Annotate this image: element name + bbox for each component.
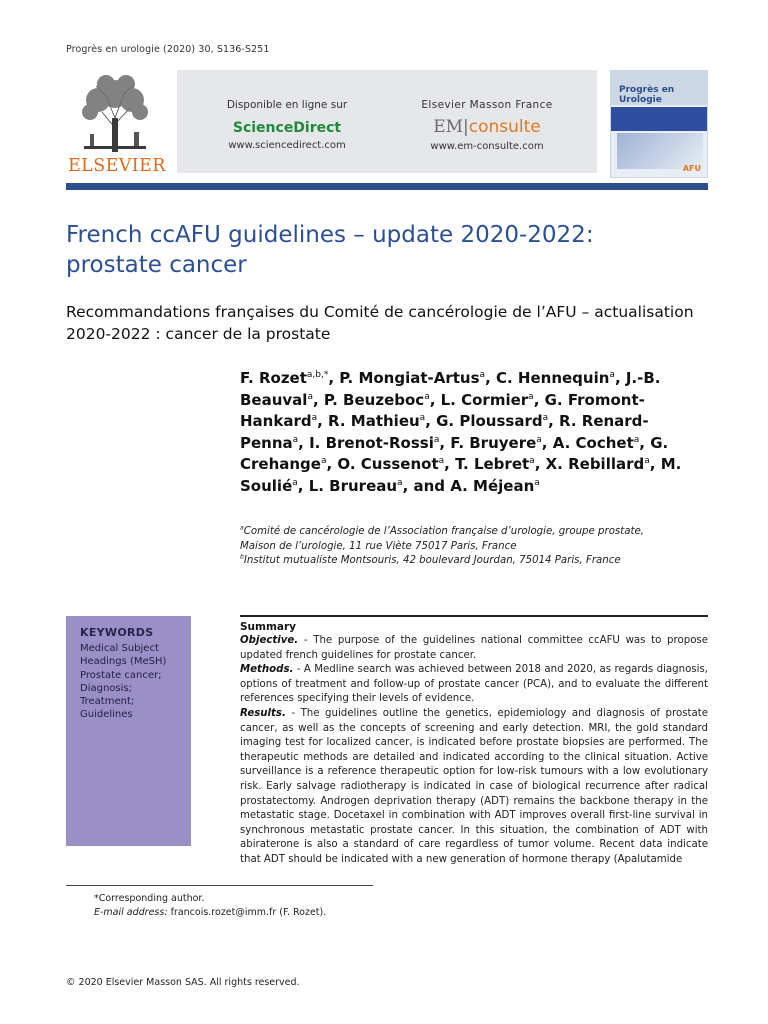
affiliation-a-cont: Maison de l’urologie, 11 rue Viète 75017 Paris, France: [240, 540, 517, 552]
author-affiliation-marker: a: [529, 456, 535, 466]
author-separator: ,: [639, 433, 651, 452]
summary-heading: Summary: [240, 621, 297, 633]
affiliation-marker: a: [240, 524, 244, 532]
author-separator: ,: [534, 455, 546, 473]
results-label: Results.: [240, 707, 286, 719]
author-separator: ,: [444, 455, 456, 473]
author: [450, 434, 552, 452]
author-name: T. Lebret: [455, 455, 530, 473]
author-separator: ,: [429, 390, 441, 409]
author-name: A. Cochet: [552, 433, 634, 452]
keyword-line: Treatment;: [80, 696, 135, 708]
author: [546, 455, 661, 473]
author-affiliation-marker: a: [419, 413, 426, 423]
affiliation-text: Institut mutualiste Montsouris, 42 boulevard Jourdan, 75014 Paris, France: [243, 555, 621, 566]
author-affiliation-marker: a: [644, 456, 650, 466]
journal-cover-thumbnail: [610, 70, 708, 178]
subtitle-line: 2020-2022 : cancer de la prostate: [66, 325, 331, 343]
author-name: C. Hennequin: [495, 369, 610, 387]
author-name: L. Brureau: [308, 476, 398, 495]
author-affiliation-marker: a: [433, 434, 440, 445]
author-affiliation-marker: a: [397, 477, 403, 488]
author-separator: ,: [614, 369, 626, 387]
author-affiliation-marker: a: [633, 434, 640, 445]
subtitle-line: Recommandations françaises du Comité de cancérologie de l’AFU – actualisation: [66, 303, 694, 321]
elsevier-logo: [66, 70, 164, 178]
author-affiliation-marker: a,b,*: [306, 370, 329, 380]
author-name: G. Crehange: [240, 433, 669, 473]
author-affiliation-marker: a: [479, 370, 486, 380]
author: [324, 391, 441, 409]
affiliation-text: Comité de cancérologie de l’Association française d’urologie, groupe prostate,: [243, 526, 644, 537]
author-name: X. Rebillard: [545, 455, 645, 473]
author-name: F. Rozet: [240, 369, 307, 387]
journal-reference: Progrès en urologie (2020) 30, S136-S251: [66, 44, 270, 55]
author-name: P. Mongiat-Artus: [339, 369, 480, 387]
author-separator: ,: [317, 412, 329, 430]
author-name: L. Cormier: [440, 390, 529, 409]
article-title: [66, 220, 706, 280]
results-text: - The guidelines outline the genetics, epidemiology and diagnosis of prostate cancer, as well as the concepts of screening and early detection. MRI, the gold standard imaging test for localized cancer, is indicated before prostate biopsies are performed. The therapeutic methods are detailed and indicated according to the clinical situation. Active surveillance is a reference therapeutic option for low-risk tumours with a low evolutionary risk. Early salvage radiotherapy is indicated in case of biological recurrence after radical prostatectomy. Androgen deprivation therapy (ADT) remains the backbone therapy in the metastatic stage. Docetaxel in combination with ADT improves overall first-line survival in synchronous metastatic prostate cancer. In this situation, the combination of ADT with abiraterone is also a standard of care regardless of tumor volume. Recent data indicate that ADT should be indicated with a new generation of hormone therapy (Apalutamide: [240, 707, 708, 865]
emconsulte-block: [377, 70, 597, 173]
author: [496, 369, 626, 387]
author-affiliation-marker: a: [609, 370, 615, 380]
author: [441, 391, 545, 409]
author-separator: ,: [312, 390, 324, 409]
author-separator: ,: [548, 412, 560, 430]
cover-afu-badge: AFU: [682, 164, 701, 173]
author-separator: ,: [485, 369, 496, 387]
article-subtitle: [66, 301, 716, 345]
author-separator: ,: [297, 476, 309, 495]
keyword-line: Diagnosis;: [80, 682, 132, 694]
author-affiliation-marker: a: [424, 391, 430, 402]
author-separator: ,: [425, 412, 437, 430]
footnote-divider: [66, 885, 373, 886]
keywords-title: KEYWORDS: [80, 626, 154, 639]
author-name: M. Soulié: [240, 455, 682, 495]
author: [328, 412, 436, 430]
author-list: [240, 368, 710, 497]
elsevier-wordmark: ELSEVIER: [68, 156, 166, 176]
author-name: G. Ploussard: [436, 412, 543, 430]
author-affiliation-marker: a: [534, 477, 540, 488]
corresponding-author-note: *Corresponding author.: [94, 893, 205, 904]
author-affiliation-marker: a: [438, 456, 445, 466]
affiliation-a: [240, 525, 710, 540]
objective-label: Objective.: [240, 635, 299, 646]
keyword-line: Headings (MeSH): [80, 656, 167, 668]
summary-body: [240, 634, 708, 868]
methods-text: - A Medline search was achieved between 2018 and 2020, as regards diagnosis, options of treatment and follow-up of prostate cancer (PCA), and to evaluate the different references specifying their levels of evidence.: [240, 664, 708, 705]
author-name: I. Brenot-Rossi: [309, 433, 434, 452]
emconsulte-url[interactable]: www.em-consulte.com: [430, 141, 544, 152]
author: [553, 434, 650, 452]
sciencedirect-url[interactable]: www.sciencedirect.com: [228, 140, 346, 151]
email-label: E-mail address:: [94, 907, 168, 918]
author-separator: ,: [533, 390, 545, 409]
author: [309, 434, 450, 452]
author-separator: ,: [328, 369, 340, 387]
keyword-line: Guidelines: [80, 709, 133, 721]
em-mark: EM: [433, 117, 464, 137]
author-affiliation-marker: a: [311, 413, 318, 423]
objective-text: - The purpose of the guidelines national committee ccAFU was to propose updated french guidelines for prostate cancer.: [240, 635, 708, 661]
cover-title: [619, 85, 674, 105]
author-separator: ,: [541, 433, 553, 452]
author-name: R. Mathieu: [328, 412, 420, 430]
author-affiliation-marker: a: [292, 434, 299, 445]
affiliation-b: [240, 554, 710, 569]
author-separator: ,: [649, 455, 661, 473]
available-online-label: Disponible en ligne sur: [226, 99, 348, 111]
author: [450, 477, 540, 495]
cover-title-line: Progrès en: [619, 85, 675, 95]
copyright-notice: © 2020 Elsevier Masson SAS. All rights reserved.: [66, 977, 300, 988]
summary-divider: [240, 615, 708, 617]
author-affiliation-marker: a: [536, 434, 542, 445]
author: [436, 412, 559, 430]
elsevier-tree-icon: [76, 72, 154, 154]
cover-title-line: Urologie: [619, 95, 662, 105]
author-separator: ,: [298, 433, 310, 452]
author: [309, 477, 451, 495]
author-name: F. Bruyere: [450, 433, 537, 452]
keyword-line: Medical Subject: [80, 643, 159, 654]
author: [339, 369, 496, 387]
author-separator: , and: [402, 476, 451, 495]
author: [337, 455, 455, 473]
author-affiliation-marker: a: [320, 456, 327, 466]
author-affiliation-marker: a: [528, 391, 534, 402]
author-affiliation-marker: a: [292, 477, 298, 488]
author-name: G. Fromont-Hankard: [240, 390, 645, 430]
affiliation-marker: b: [240, 553, 244, 561]
affiliations: [240, 525, 710, 569]
header-divider: [66, 183, 708, 190]
author-separator: ,: [439, 433, 451, 452]
brand-separator: |: [463, 117, 469, 137]
keywords-box: [66, 616, 191, 846]
publisher-name: Elsevier Masson France: [421, 99, 553, 111]
author: [240, 369, 339, 387]
author-affiliation-marker: a: [542, 413, 549, 423]
consulte-mark: consulte: [468, 117, 541, 137]
emconsulte-brand[interactable]: [377, 117, 597, 137]
author: [455, 455, 546, 473]
author-affiliation-marker: a: [307, 391, 313, 402]
title-line: French ccAFU guidelines – update 2020-2022:: [66, 222, 594, 248]
methods-label: Methods.: [240, 664, 294, 676]
author-name: P. Beuzeboc: [323, 390, 425, 409]
email-address[interactable]: francois.rozet@imm.fr (F. Rozet).: [167, 907, 327, 918]
author-name: R. Renard-Penna: [240, 412, 649, 452]
title-line: prostate cancer: [66, 252, 247, 278]
keyword-line: Prostate cancer;: [80, 669, 162, 681]
email-note: [94, 907, 326, 918]
author-name: J.-B. Beauval: [240, 369, 661, 409]
author-name: A. Méjean: [450, 476, 535, 495]
sciencedirect-block: [177, 70, 397, 173]
cover-band: [611, 107, 707, 131]
header-banner: [177, 70, 597, 173]
author-separator: ,: [326, 455, 338, 473]
sciencedirect-brand[interactable]: ScienceDirect: [232, 120, 342, 136]
author-name: O. Cussenot: [337, 455, 439, 473]
